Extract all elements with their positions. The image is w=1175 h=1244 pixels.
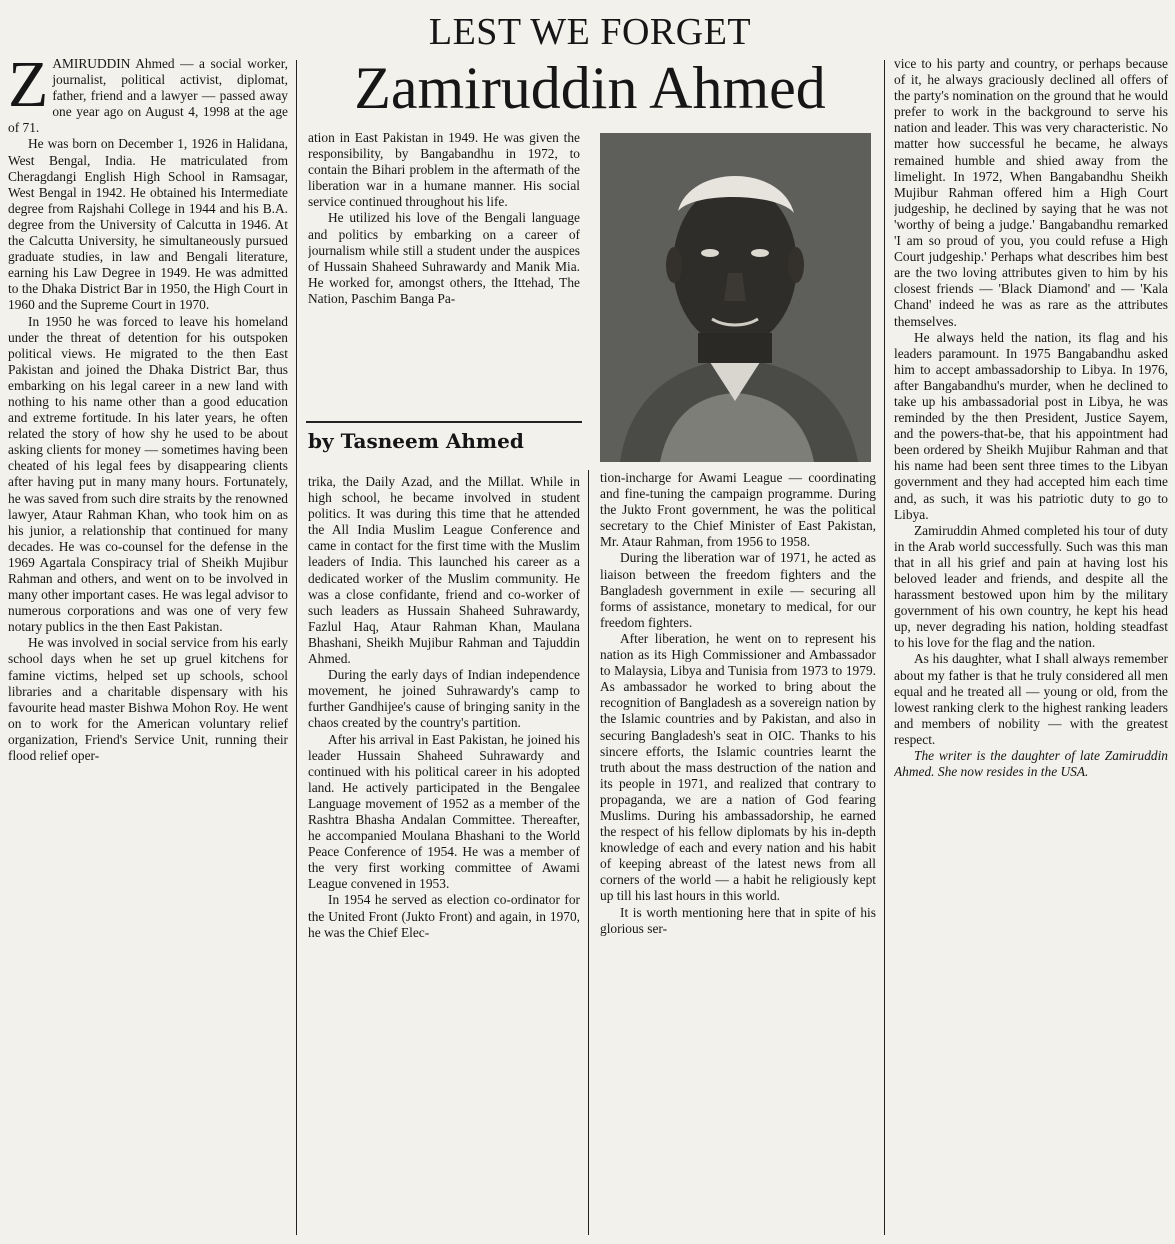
paragraph: During the early days of Indian independence movement, he joined Suhrawardy's camp to further Gandhijee's cause of bringing sanity in the chaos created by the country's partition. [308,667,580,731]
column-rule-2 [588,470,589,1235]
author-footnote: The writer is the daughter of late Zamiruddin Ahmed. She now resides in the USA. [894,748,1168,780]
column-rule-1 [296,60,297,1235]
paragraph: He utilized his love of the Bengali language and politics by embarking on a career of journalism while still a student under the auspices of Hussain Shaheed Suhrawardy and Manik Mia. He worked for, amongst others, the Ittehad, The Nation, Paschim Banga Pa- [308,210,580,306]
paragraph: In 1954 he served as election co-ordinator for the United Front (Jukto Front) and again, in 1970, he was the Chief Elec- [308,892,580,940]
article-column-2-top [308,130,580,420]
byline-rule-top [306,421,582,423]
kicker-heading: LEST WE FORGET [428,11,752,53]
paragraph: In 1950 he was forced to leave his homeland under the threat of detention for his outspoken political views. He migrated to the then East Pakistan and joined the Dhaka District Bar, thus embarking on his legal career in a new land with nothing to his name other than a good education and extreme fortitude. In his later years, he often related the story of how shy he used to be about asking clients for money — sometimes having been cheated of his legal fees by disappearing clients after having put in many many hours. Fortunately, he was saved from such dire straits by the renowned lawyer, Ataur Rahman Khan, who took him on as his junior, a relationship that continued for many decades. He was co-counsel for the defense in the 1969 Agartala Conspiracy trial of Sheikh Mujibur Rahman and others, and went on to be involved in many other important cases. He was legal advisor to numerous corporations and was one of very few notary publics in the then East Pakistan. [8,313,288,635]
article-column-4 [894,56,1168,1236]
paragraph: Zamiruddin Ahmed completed his tour of duty in the Arab world successfully. Such was this man that in all his grief and pain at having lost his beloved leader and friends, and despite all the harassment bestowed upon him by the military government of his own country, he kept his head up, never degrading his nation, holding steadfast to his love for the flag and the nation. [894,522,1168,651]
article-column-2-bottom [308,474,580,1236]
paragraph: It is worth mentioning here that in spite of his glorious ser- [600,904,876,936]
byline: by Tasneem Ahmed [308,429,524,453]
article-headline: Zamiruddin Ahmed [354,55,826,121]
column-rule-3 [884,60,885,1235]
paragraph: He always held the nation, its flag and his leaders paramount. In 1975 Bangabandhu asked him to accept ambassadorship to Libya. In 1976, after Bangabandhu's murder, when he declined to take up his ambassadorial post in Libya, he was reminded by the then President, Justice Sayem, and the powers-that-be, that his appointment had been ordered by Sheikh Mujibur Rahman and that his name had been sent three times to the Libyan government and they had accepted him each time and, as such, it was his patriotic duty to go to Libya. [894,329,1168,522]
drop-cap: Z [8,56,49,121]
paragraph: As his daughter, what I shall always remember about my father is that he truly considered all men equal and he treated all — young or old, from the lowest ranking clerk to the highest ranking leaders and members of nobility — with the greatest respect. [894,651,1168,747]
paragraph: After liberation, he went on to represent his nation as its High Commissioner and Ambassador to Malaysia, Libya and Tunisia from 1973 to 1979. As ambassador he worked to bring about the recognition of Bangladesh as a sovereign nation by the Islamic countries and by Pakistan, and also in securing Bangladesh's seat in OIC. Thanks to his sincere efforts, the Islamic countries learnt the truth about the mass destruction of the nation and its people in 1971, and realized that contrary to propaganda, we are a nation of God fearing Muslims. During his ambassadorship, he earned the respect of his fellow diplomats by his in-depth knowledge of each and every nation and his habit of keeping abreast of the latest news from all corners of the world — a habit he religiously kept up till his last hours in this world. [600,630,876,904]
paragraph: trika, the Daily Azad, and the Millat. While in high school, he became involved in student politics. It was during this time that he attended the All India Muslim League Conference and came in contact for the first time with the Muslim leaders of India. This launched his career as a dedicated worker of the Muslim community. He was a close confidante, friend and co-worker of such leaders as Hussain Shaheed Suhrawardy, Fazlul Haq, Ataur Rahman Khan, Maulana Bhashani, Sheikh Mujibur Rahman and Tajuddin Ahmed. [308,474,580,667]
paragraph: He was involved in social service from his early school days when he set up gruel kitchens for famine victims, helped set up schools, school libraries and a charitable dispensary with his favourite head master Bishwa Mohon Roy. He went on to work for the American voluntary relief organization, Friend's Service Unit, running their flood relief oper- [8,635,288,764]
paragraph: After his arrival in East Pakistan, he joined his leader Hussain Shaheed Suhrawardy and continued with his political career in his adopted land. He actively participated in the Bengalee Language movement of 1952 as a member of the Rashtra Bhasha Andalan Committee. Thereafter, he accompanied Moulana Bhashani to the World Peace Conference of 1954. He was a member of the very first working committee of Awami League convened in 1953. [308,731,580,892]
paragraph: He was born on December 1, 1926 in Halidana, West Bengal, India. He matriculated from Cheragdangi English High School in Ramsagar, West Bengal in 1942. He obtained his Intermediate degree from Rajshahi College in 1944 and his B.A. degree from the University of Calcutta in 1946. At the Calcutta University, he simultaneously pursued graduate studies, in law and Bengali literature, earning his Law Degree in 1949. He was admitted to the Dhaka District Bar in 1950, the High Court in 1960 and the Supreme Court in 1970. [8,136,288,313]
article-column-3 [600,470,876,1236]
paragraph: tion-incharge for Awami League — coordinating and fine-tuning the campaign programme. During the Jukto Front government, he was the political secretary to the Chief Minister of East Pakistan, Mr. Ataur Rahman, from 1956 to 1958. [600,470,876,550]
paragraph: ation in East Pakistan in 1949. He was given the responsibility, by Bangabandhu in 1972, to contain the Bihari problem in the aftermath of the liberation war in a humane manner. His social service continued throughout his life. [308,130,580,210]
paragraph: vice to his party and country, or perhaps because of it, he always graciously declined all offers of the party's nomination on the ground that he would prefer to work in the background to serve his nation and leader. This was very characteristic. No matter how successful he became, he always remained humble and shied away from the limelight. In 1972, When Bangabandhu Sheikh Mujibur Rahman offered him a High Court judgeship, he declined by saying that he was not 'worthy of being a judge.' Bangabandhu remarked 'I am so proud of you, you could refuse a High Court judgeship.' Perhaps what describes him best are the two loving attributes given to him by his closest friends — 'Black Diamond' and — 'Kala Chand' indeed he was as rare as the attributes themselves. [894,56,1168,329]
paragraph: During the liberation war of 1971, he acted as liaison between the freedom fighters and the Bangladesh government in exile — securing all forms of assistance, monetary to medical, for our freedom fighters. [600,550,876,630]
portrait-photo [600,133,871,462]
paragraph: ZAMIRUDDIN Ahmed — a social worker, journalist, political activist, diplomat, father, friend and a lawyer — passed away one year ago on August 4, 1998 at the age of 71. [8,56,288,136]
article-column-1 [8,56,288,1236]
